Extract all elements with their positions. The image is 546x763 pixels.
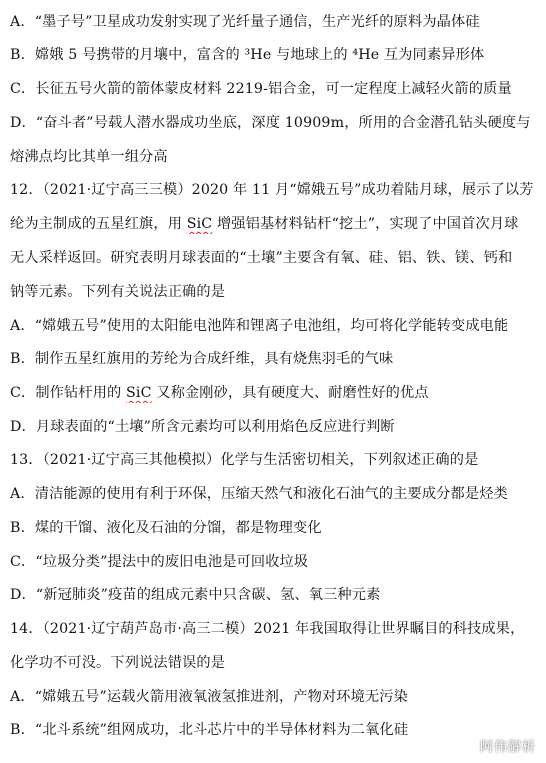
line-2: B．嫦娥 5 号携带的月壤中，富含的 ³He 与地球上的 ⁴He 互为同素异形体 — [10, 47, 485, 63]
line-4: D．“奋斗者”号载人潜水器成功坐底，深度 10909m，所用的合金潜孔钻头硬度与 — [10, 115, 531, 131]
line-3: C．长征五号火箭的箭体蒙皮材料 2219-铝合金，可一定程度上减轻火箭的质量 — [10, 81, 512, 97]
q13-option-d: D．“新冠肺炎”疫苗的组成元素中只含碳、氢、氧三种元素 — [10, 587, 381, 603]
q14-option-a: A．“嫦娥五号”运载火箭用液氧液氢推进剂，产物对环境无污染 — [10, 689, 408, 705]
question-14-stem: 14．（2021·辽宁葫芦岛市·高三二模）2021 年我国取得让世界瞩目的科技成果， — [10, 621, 525, 637]
line-20: 化学功不可没。下列说法错误的是 — [10, 655, 226, 671]
question-13-stem: 13．（2021·辽宁高三其他模拟）化学与生活密切相关，下列叙述正确的是 — [10, 452, 479, 468]
sic-term: SiC — [186, 216, 213, 232]
q12-option-c: C．制作钻杆用的 SiC 又称金刚砂，具有硬度大、耐磨性好的优点 — [10, 385, 429, 401]
q12-option-d: D．月球表面的“土壤”所含元素均可以利用焰色反应进行判断 — [10, 419, 395, 435]
q12-option-b: B．制作五星红旗用的芳纶为合成纤维，具有烧焦羽毛的气味 — [10, 351, 394, 367]
question-12-stem: 12．（2021·辽宁高三三模）2020 年 11 月“嫦娥五号”成功着陆月球，展示了以芳 — [10, 182, 534, 198]
watermark-text: 阿伟解析 — [479, 740, 536, 755]
line-5: 熔沸点均比其单一组分高 — [10, 149, 168, 165]
line-8: 无人采样返回。研究表明月球表面的“土壤”主要含有氧、硅、铝、铁、镁、钙和 — [10, 250, 513, 266]
sic-term: SiC — [126, 385, 152, 401]
line-1: A．“墨子号”卫星成功发射实现了光纤量子通信，生产光纤的原料为晶体硅 — [10, 14, 480, 30]
q13-option-b: B．煤的干馏、液化及石油的分馏，都是物理变化 — [10, 520, 322, 536]
q12-option-a: A．“嫦娥五号”使用的太阳能电池阵和锂离子电池组，均可将化学能转变成电能 — [10, 318, 509, 334]
q13-option-c: C．“垃圾分类”提法中的废旧电池是可回收垃圾 — [10, 554, 309, 570]
q14-option-b: B．“北斗系统”组网成功，北斗芯片中的半导体材料为二氧化硅 — [10, 722, 409, 738]
line-7: 纶为主制成的五星红旗，用 SiC 增强铝基材料钻杆“挖土”，实现了中国首次月球 — [10, 216, 519, 232]
line-9: 钠等元素。下列有关说法正确的是 — [10, 284, 226, 300]
q13-option-a: A．清洁能源的使用有利于环保，压缩天然气和液化石油气的主要成分都是烃类 — [10, 486, 508, 502]
